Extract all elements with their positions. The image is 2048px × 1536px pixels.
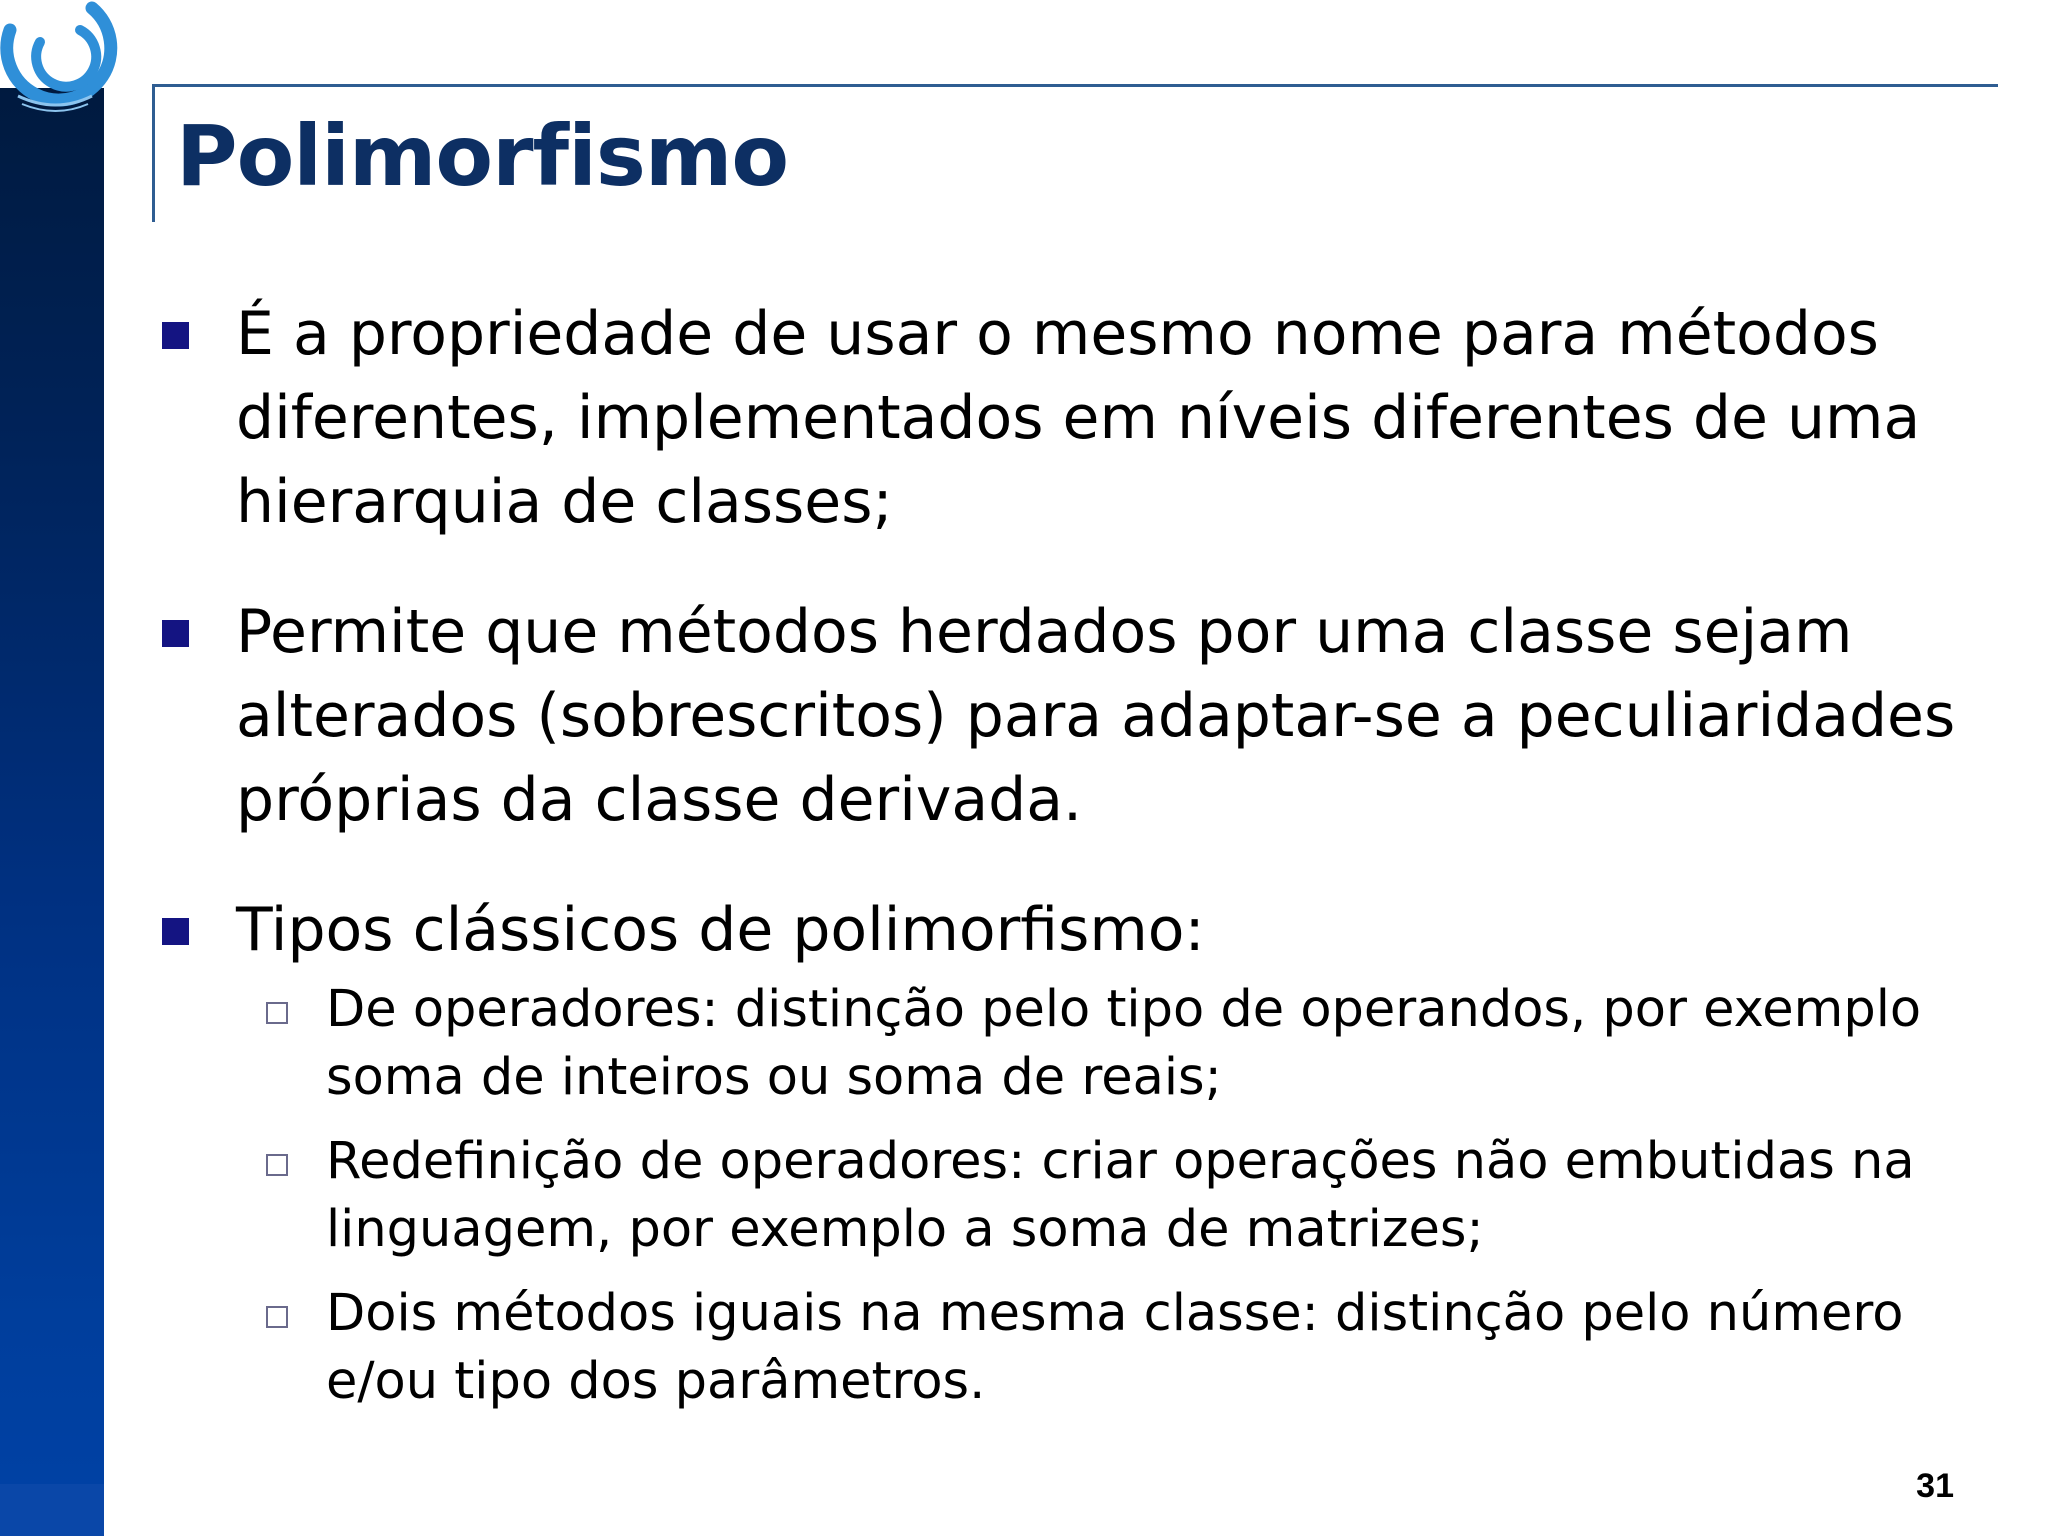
sub-bullet-item (160, 976, 1960, 1112)
bullet-item (160, 590, 1960, 842)
sidebar-decoration (0, 88, 104, 1536)
sub-bullet-item (160, 1280, 1960, 1416)
page-title: Polimorfismo (176, 107, 789, 205)
hollow-square-bullet-icon (266, 1002, 288, 1024)
bullet-text: Tipos clássicos de polimorfismo: (236, 895, 1205, 965)
sub-bullet-text: Dois métodos iguais na mesma classe: distinção pelo número e/ou tipo dos parâmetros. (326, 1284, 1904, 1411)
hollow-square-bullet-icon (266, 1306, 288, 1328)
sub-bullet-item (160, 1128, 1960, 1264)
bullet-text: É a propriedade de usar o mesmo nome para métodos diferentes, implementados em níveis diferentes de uma hierarquia de classes; (236, 299, 1921, 537)
sidebar-bottom-band (0, 1484, 104, 1536)
square-bullet-icon (162, 620, 189, 647)
bullet-item (160, 292, 1960, 544)
page-number: 31 (1916, 1467, 1954, 1505)
title-rule-top (152, 84, 1998, 87)
bullet-text: Permite que métodos herdados por uma classe sejam alterados (sobrescritos) para adaptar-se a peculiaridades próprias da classe derivada. (236, 597, 1956, 835)
title-rule-left (152, 84, 155, 222)
sub-bullet-text: Redefinição de operadores: criar operações não embutidas na linguagem, por exemplo a soma de matrizes; (326, 1132, 1915, 1259)
bullet-item (160, 888, 1960, 972)
square-bullet-icon (162, 322, 189, 349)
square-bullet-icon (162, 918, 189, 945)
hollow-square-bullet-icon (266, 1154, 288, 1176)
sub-bullet-list (160, 976, 1960, 1416)
slide-body (160, 292, 1960, 1416)
logo-icon (0, 0, 120, 120)
sub-bullet-text: De operadores: distinção pelo tipo de operandos, por exemplo soma de inteiros ou soma de reais; (326, 980, 1922, 1107)
